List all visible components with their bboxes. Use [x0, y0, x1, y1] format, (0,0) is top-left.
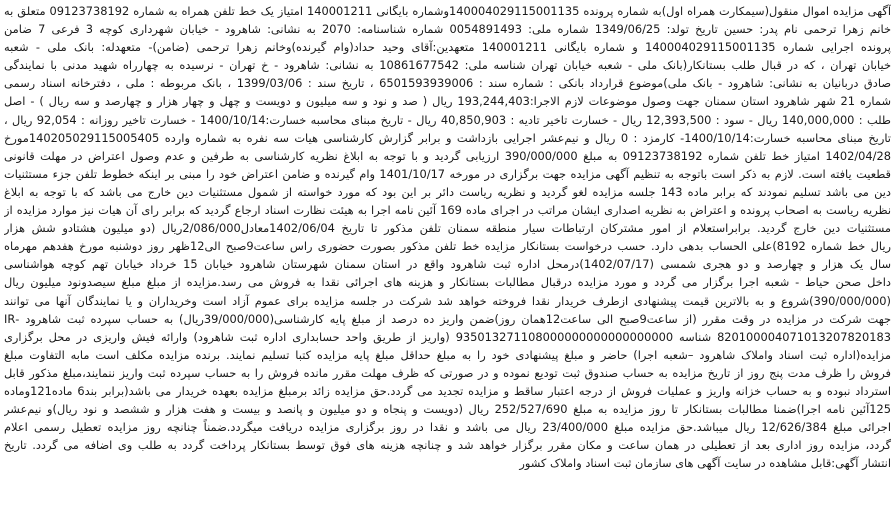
notice-line: قطعیت یافته است. لازم به ذکر است باتوجه به تنظیم آگهی مزایده جهت برگزاری در مورخه 1401/10/17 وام گیرنده و ضامن اعتراض خود را مبنی بر اینکه خطوط تلفن جزء مستثنیات [4, 166, 891, 181]
notice-line: طلب : 140,000,000 ریال - سود : 12,393,500 ریال - خسارت تاخیر تادیه : 40,850,903 ریال - تاریخ مبنای محاسبه خسارت:1400/10/14 - خسارت تاخیر روزانه : 92,054 ریال ، [4, 112, 891, 127]
notice-line: صادق دربانیان به نشانی: شاهرود - بانک ملی)موضوع قرارداد بانکی : شماره سند : 6501593939006 ، تاریخ سند : 1399/03/06 ، بانک مربوطه : ملی ، دفترخانه اسناد رسمی [4, 76, 891, 91]
notice-line: پرونده اجرایی شماره 140004029115001135 و شماره بایگانی 140001211 متعهدین:آقای وحید حداد(وام گیرنده)وخانم زهرا ترحمی (ضامن)- متعهدله: بانک ملی - شعبه [4, 40, 891, 55]
notice-line: گردد، مزایده روز اداری بعد از تعطیلی در همان ساعت و مکان مقرر برگزار خواهد شد و چنانچه هزینه های فوق توسط بستانکار پرداخت گردد به طلب وی اضافه می گردد. تاریخ [4, 438, 891, 453]
notice-line: مستثنیات دین خارج گردید. برابراستعلام از امور مشترکان ارتباطات سیار منطقه سمنان تلفن مذکور تا تاریخ 1402/06/04معادل2/086/000ریال (دو میلیون هشتادو شش هزار [4, 221, 891, 236]
notice-line: فروش را ظرف مدت پنج روز از تاریخ مزایده به حساب صندوق ثبت تودیع نموده و در صورتی که ظرف مهلت مقرر مانده فروش را به حساب سپرده ثبت واریز ننمایند،مبلغ مذکور قابل [4, 365, 891, 380]
notice-line: شماره 21 شهر شاهرود استان سمنان جهت وصول موضوعات لازم الاجرا:193,244,403 ریال ( صد و نود و سه میلیون و دویست و چهل و چهار هزار و چهارصد و سه ریال ) - اصل [4, 94, 891, 109]
notice-line: اجرائی مبلغ 12/626/384 ریال میباشد.حق مزایده مبلغ 23/400/000 ریال می باشد و نقدا در روز برگزاری مزایده دریافت میگردد.ضمناً چنانچه روز مزایده تعطیل رسمی اعلام [4, 420, 891, 435]
notice-line: انتشار آگهی:قابل مشاهده در سایت آگهی های سازمان ثبت اسناد واملاک کشور [519, 456, 891, 471]
notice-line: سال یک هزار و چهارصد و دو هجری شمسی (1402/07/17)درمحل اداره ثبت شاهرود واقع در استان سمنان شهرستان شاهرود خیابان 15 خرداد خیابان تهم کوچه هواشناسی [4, 257, 891, 272]
notice-line: جهت شرکت در مزایده در وقت مقرر (از ساعت9صبح الی ساعت12همان روز)ضمن واریز ده درصد از مبلغ پایه کارشناسی(39/000/000ریال) به حساب سپرده ثبت شاهرود -IR [4, 311, 891, 326]
notice-line: 125آئین نامه اجرا)ضمنا مطالبات بستانکار تا روز مزایده به مبلغ 252/527/690 ریال (دویست و پنجاه و دو میلیون و پانصد و بیست و هفت هزار و ششصد و نود ریال)و نیم‌عشر [4, 402, 891, 417]
notice-line: دین می باشد تسلیم نمودند که برابر ماده 143 جلسه مزایده لغو گردید و نظریه ریاست دائر بر این بود که مورد خواسته از شمول مستثنیات دین خارج می باشد که با توجه به ابلاغ [4, 184, 891, 199]
notice-line: آگهی مزایده اموال منقول(سیمکارت همراه اول)به شماره پرونده 140004029115001135وشماره بایگانی 140001211 امتیاز یک خط تلفن همراه به شماره 09123738192 متعلق به [4, 4, 891, 18]
notice-line: نظریه ریاست به اصحاب پرونده و اعتراض به نظریه اصداری ایشان مراتب در اجرای ماده 169 آئین نامه اجرا به هیئت نظارت اسناد ارجاع گردید که برابر رای آن هیات نیز موارد مزایده از [4, 203, 891, 218]
notice-line: ریال خط شماره 8192)علی الحساب بدهی دارد. حسب درخواست بستانکار مزایده خط تلفن مذکور بصورت حضوری راس ساعت9صبح الی12ظهر روز دوشنبه مورخ هفدهم مهرماه [4, 239, 891, 254]
notice-line: مزایده(اداره ثبت اسناد واملاک شاهرود –شعبه اجرا) حاضر و مبلغ پیشنهادی خود را به مبلغ حداقل مبلغ پایه مزایده کتبا تسلیم نمایند. برنده مزایده مکلف است مابه التفاوت مبلغ [4, 347, 891, 362]
notice-line: تاریخ مبنای محاسبه خسارت:1400/10/14- کارمزد : 0 ریال و نیم‌عشر اجرایی بازداشت و برابر گزارش کارشناسی هیات سه نفره به شماره وارده 140205029115005405مورخ [4, 130, 891, 145]
notice-line: (390/000/000)شروع و به بالاترین قیمت پیشنهادی ازطرف خریدار نقدا فروخته خواهد شد شرکت در جلسه مزایده برای عموم آزاد است وخریداران و یا نمایندگان آنها می توانند [4, 293, 891, 308]
notice-line: خانم زهرا ترحمی نام پدر: حسین تاریخ تولد: 1349/06/25 شماره ملی: 0054891493 شماره شناسنامه: 2070 به نشانی: شاهرود - خیابان شهرداری کوچه 3 فرعی 7 ضامن [4, 22, 891, 37]
notice-line: 820100004071013207820183 شناسه 935013271108000000000000000000 (واریز از طریق واحد حسابداری اداره ثبت شاهرود) وارائه فیش واریزی در محل برگزاری [4, 329, 891, 344]
notice-line: داخل صحن حیاط - شعبه اجرا برگزار می گردد و مورد مزایده درقبال مطالبات بستانکار و هزینه های اجرائی نقدا به فروش می رسد.مزایده از مبلغ مبلغ سیصدونود میلیون ریال [4, 275, 891, 290]
notice-line: استرداد نبوده و به حساب خزانه واریز و عملیات فروش از درجه اعتبار ساقط و مزایده تجدید می گردد.حق مزایده زائد برمبلغ مزایده بعهده خریدار می باشد(برابر بند6 ماده121وماده [4, 383, 891, 398]
notice-line: خیابان تهران ، که در قبال طلب بستانکار(بانک ملی - شعبه خیابان تهران شناسه ملی: 10861677542 به نشانی: شاهرود - خ تهران - نرسیده به چهارراه شهید مدنی با نمایندگی [4, 58, 891, 73]
notice-line: 1402/04/28 امتیاز خط تلفن شماره 09123738192 به مبلغ 390/000/000 ارزیابی گردید و با توجه به ابلاغ نظریه کارشناسی به طرفین و عدم وصول اعتراض در مهلت قانونی [4, 148, 891, 163]
